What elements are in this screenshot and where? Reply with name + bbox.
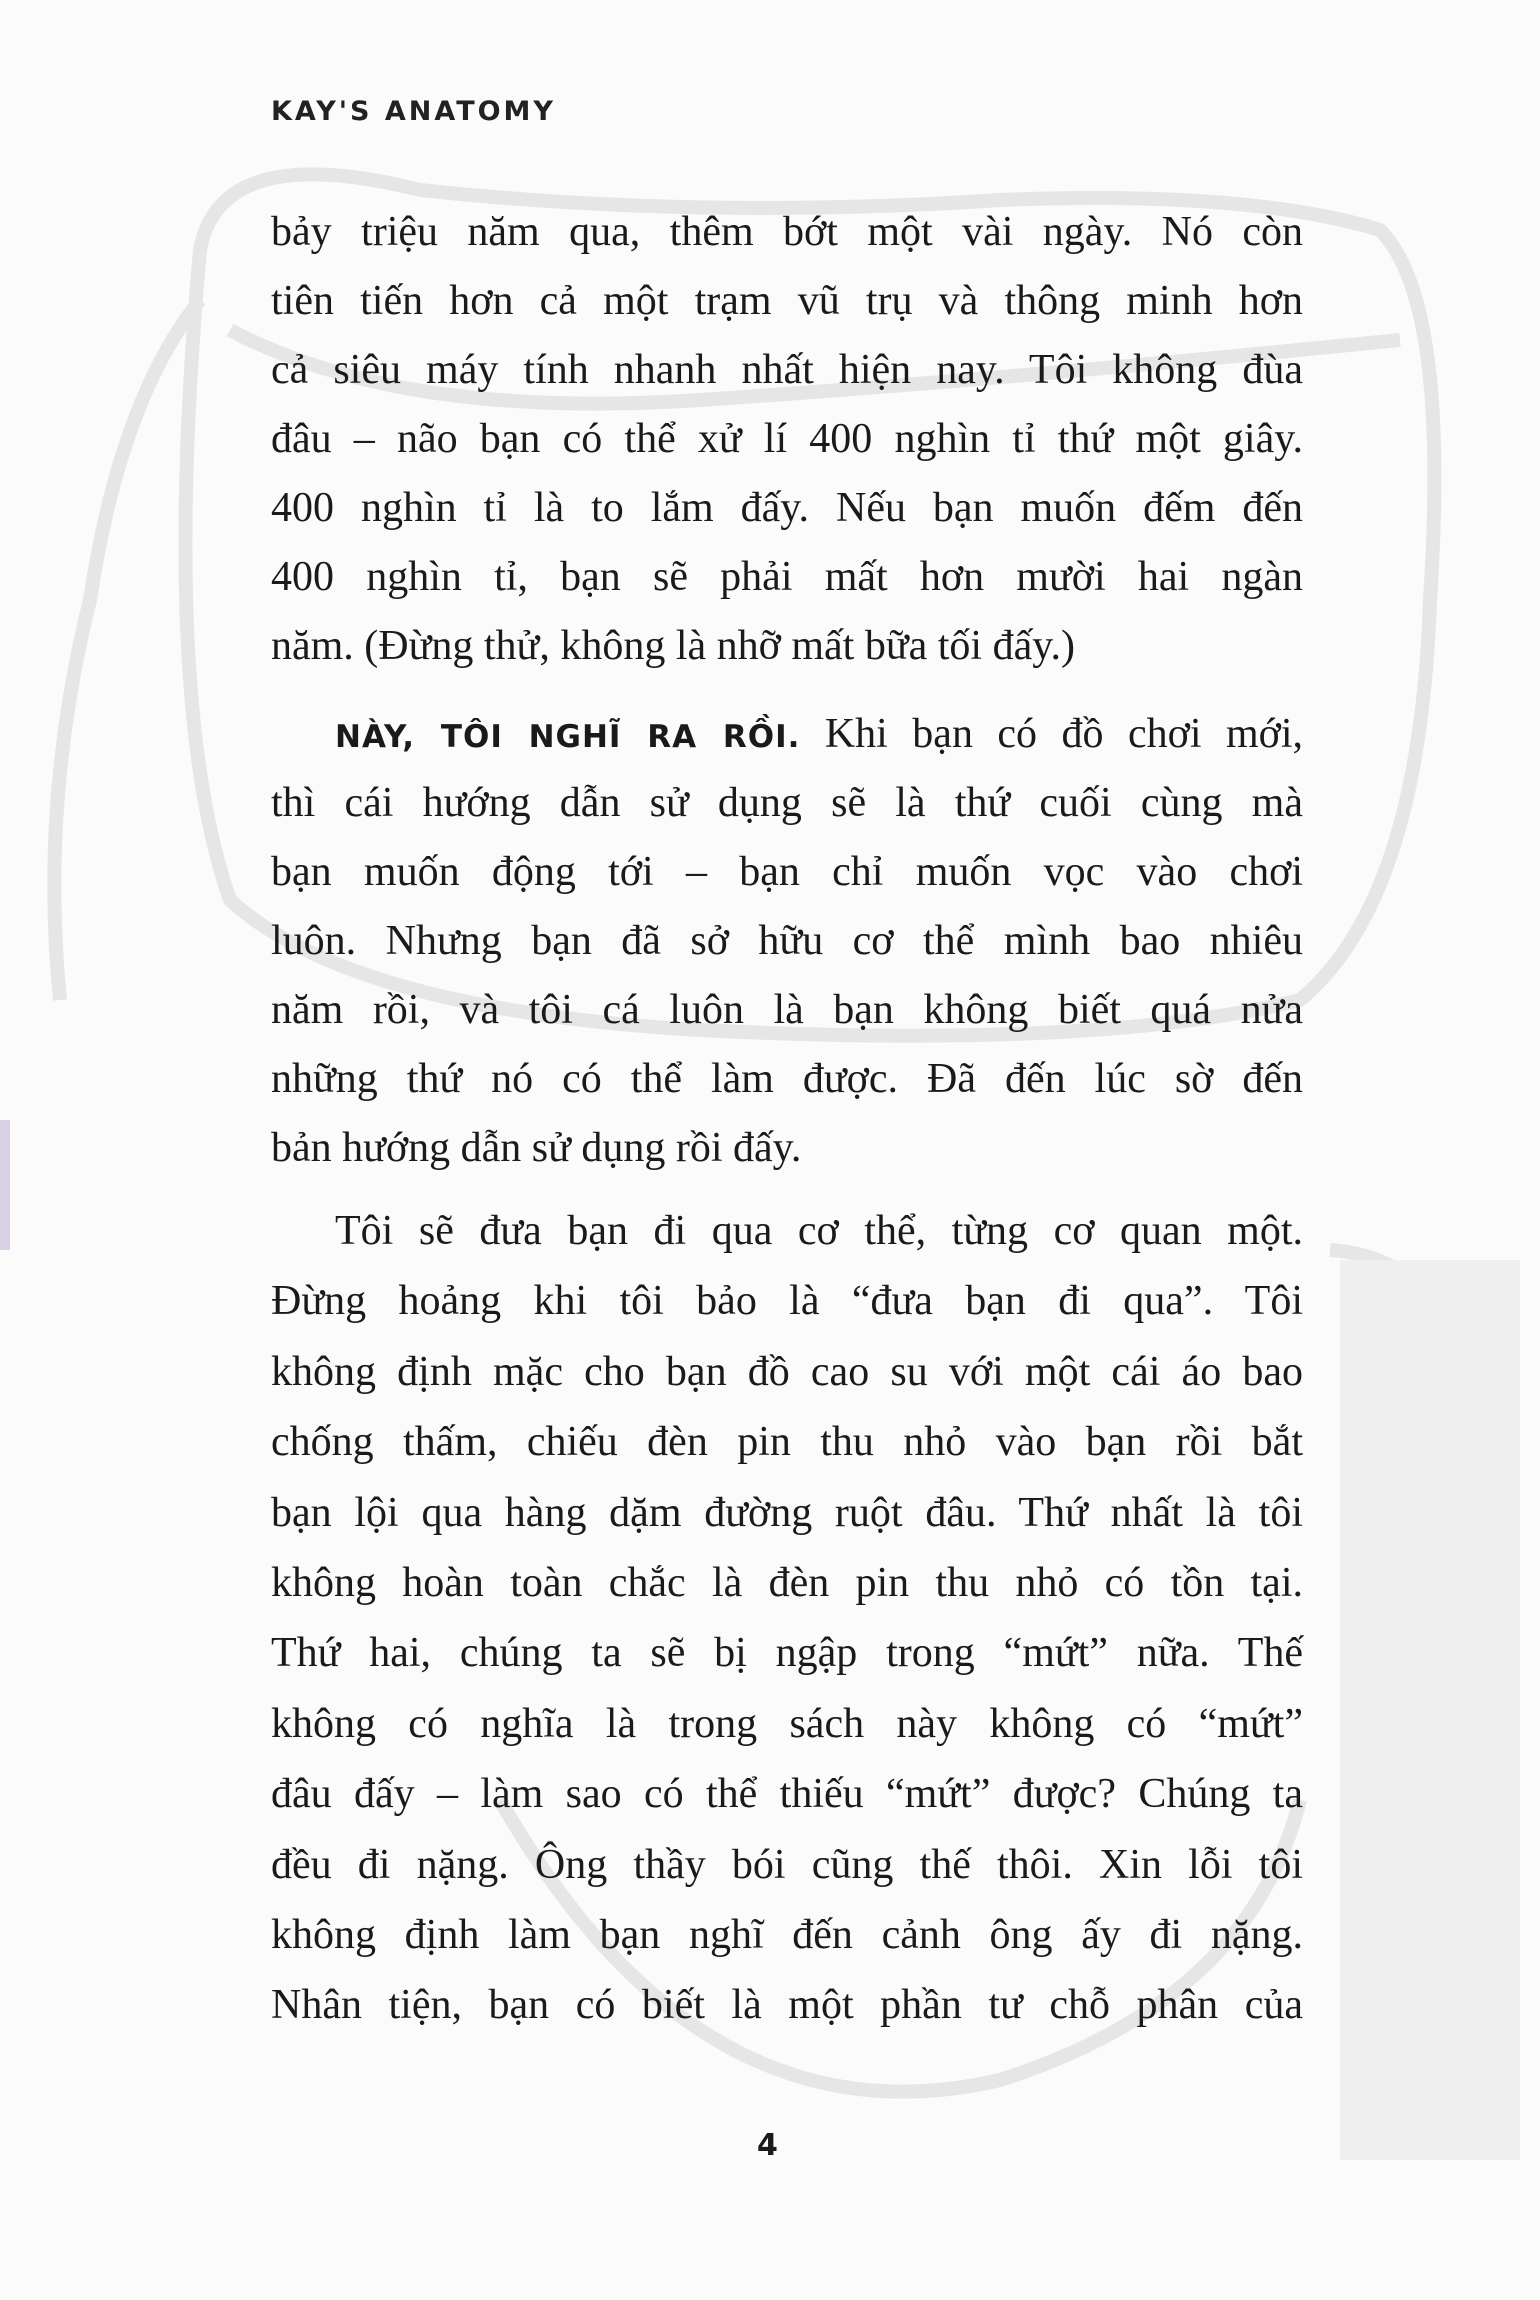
text-line: thì cái hướng dẫn sử dụng sẽ là thứ cuối cùng mà bbox=[271, 780, 1303, 826]
text-fragment: Khi bạn có đồ chơi mới, bbox=[800, 711, 1303, 757]
text-line: chống thấm, chiếu đèn pin thu nhỏ vào bạn rồi bắt bbox=[271, 1419, 1303, 1466]
text-line: không có nghĩa là trong sách này không có “mứt” bbox=[271, 1700, 1303, 1747]
paragraph-1 bbox=[271, 198, 1303, 681]
text-line: 400 nghìn tỉ, bạn sẽ phải mất hơn mười hai ngàn bbox=[271, 554, 1303, 600]
text-line: đâu – não bạn có thể xử lí 400 nghìn tỉ thứ một giây. bbox=[271, 416, 1303, 462]
page-number: 4 bbox=[757, 2128, 778, 2163]
text-line: bản hướng dẫn sử dụng rồi đấy. bbox=[271, 1125, 802, 1171]
running-header: KAY'S ANATOMY bbox=[271, 96, 556, 127]
text-line: bạn muốn động tới – bạn chỉ muốn vọc vào chơi bbox=[271, 849, 1303, 895]
text-line: không định làm bạn nghĩ đến cảnh ông ấy đi nặng. bbox=[271, 1911, 1303, 1958]
text-line: bạn lội qua hàng dặm đường ruột đâu. Thứ nhất là tôi bbox=[271, 1489, 1303, 1536]
text-line: đâu đấy – làm sao có thể thiếu “mứt” được? Chúng ta bbox=[271, 1771, 1303, 1818]
text-line: những thứ nó có thể làm được. Đã đến lúc sờ đến bbox=[271, 1056, 1303, 1102]
text-line: không định mặc cho bạn đồ cao su với một cái áo bao bbox=[271, 1348, 1303, 1395]
text-line: luôn. Nhưng bạn đã sở hữu cơ thể mình bao nhiêu bbox=[271, 918, 1303, 964]
text-line: bảy triệu năm qua, thêm bớt một vài ngày. Nó còn bbox=[271, 209, 1303, 255]
text-line: Đừng hoảng khi tôi bảo là “đưa bạn đi qua”. Tôi bbox=[271, 1278, 1303, 1325]
text-line: năm. (Đừng thử, không là nhỡ mất bữa tối đấy.) bbox=[271, 623, 1075, 669]
text-line: Thứ hai, chúng ta sẽ bị ngập trong “mứt” nữa. Thế bbox=[271, 1630, 1303, 1677]
text-line: cả siêu máy tính nhanh nhất hiện nay. Tôi không đùa bbox=[271, 347, 1303, 393]
text-line: năm rồi, và tôi cá luôn là bạn không biết quá nửa bbox=[271, 987, 1303, 1033]
text-line: Nhân tiện, bạn có biết là một phần tư chỗ phân của bbox=[271, 1982, 1303, 2029]
text-line: Tôi sẽ đưa bạn đi qua cơ thể, từng cơ quan một. bbox=[335, 1208, 1303, 1254]
paragraph-2 bbox=[271, 700, 1303, 1183]
text-line: tiên tiến hơn cả một trạm vũ trụ và thông minh hơn bbox=[271, 278, 1303, 324]
text-line: 400 nghìn tỉ là to lắm đấy. Nếu bạn muốn đếm đến bbox=[271, 485, 1303, 531]
text-line bbox=[271, 700, 1303, 769]
text-line: đều đi nặng. Ông thầy bói cũng thế thôi. Xin lỗi tôi bbox=[271, 1841, 1303, 1888]
paragraph-3 bbox=[271, 1196, 1303, 2041]
lead-in-heading: NÀY, TÔI NGHĨ RA RỒI. bbox=[335, 719, 801, 755]
text-line: không hoàn toàn chắc là đèn pin thu nhỏ có tồn tại. bbox=[271, 1559, 1303, 1606]
